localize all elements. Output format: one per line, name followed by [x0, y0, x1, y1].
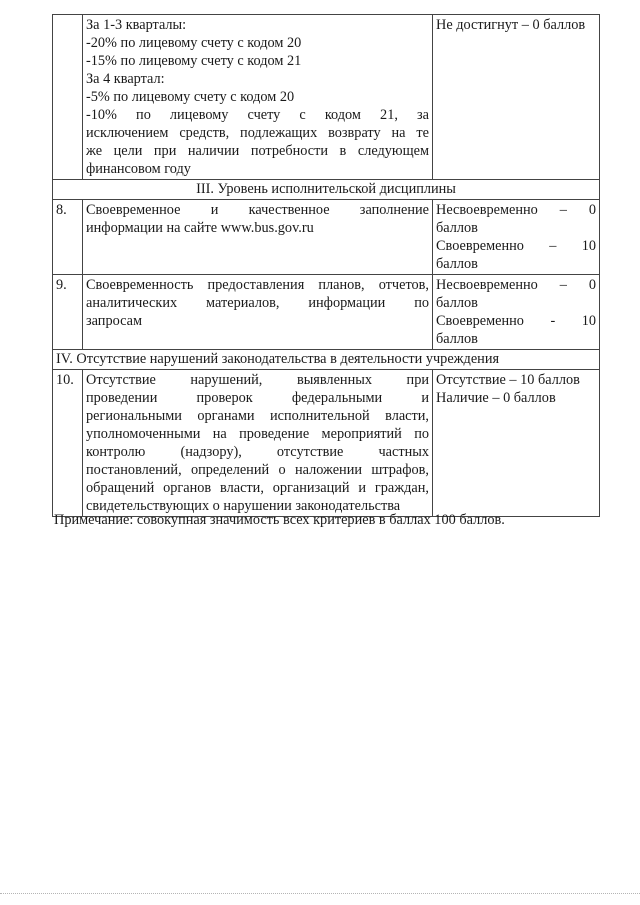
row-number: 8. — [53, 200, 83, 275]
score-cell — [433, 370, 600, 517]
criterion-line: региональными органами исполнительной власти, — [86, 408, 429, 424]
criterion-line: запросам — [86, 313, 143, 329]
criteria-table — [52, 14, 600, 517]
criterion-line: Своевременное и качественное заполнение — [86, 202, 429, 218]
criterion-line: финансовом году — [86, 161, 191, 177]
criterion-line: свидетельствующих о нарушении законодательства — [86, 498, 401, 514]
page-bottom-divider — [0, 893, 640, 894]
criterion-line: Отсутствие нарушений, выявленных при — [86, 372, 429, 388]
criterion-line: же цели при наличии потребности в следующем — [86, 143, 429, 159]
table-row-8 — [53, 200, 600, 275]
score-line: баллов — [436, 220, 478, 236]
table-row-10 — [53, 370, 600, 517]
criterion-line: постановлений, определений о наложении штрафов, — [86, 462, 429, 478]
score-line: баллов — [436, 295, 478, 311]
table-row-continued — [53, 15, 600, 180]
criterion-line: -15% по лицевому счету с кодом 21 — [86, 53, 302, 69]
score-line: Несвоевременно – 0 — [436, 202, 596, 218]
row-number: 10. — [53, 370, 83, 517]
section-title: III. Уровень исполнительской дисциплины — [53, 180, 600, 200]
criterion-line: -5% по лицевому счету с кодом 20 — [86, 89, 295, 105]
score-cell — [433, 15, 600, 180]
criterion-line: проведении проверок федеральными и — [86, 390, 429, 406]
footnote: Примечание: совокупная значимость всех критериев в баллах 100 баллов. — [54, 512, 505, 528]
section-header-row — [53, 180, 600, 200]
criterion-line: -20% по лицевому счету с кодом 20 — [86, 35, 302, 51]
criterion-line: исключением средств, подлежащих возврату на те — [86, 125, 429, 141]
score-cell — [433, 275, 600, 350]
criterion-line: За 4 квартал: — [86, 71, 165, 87]
criterion-cell — [83, 200, 433, 275]
score-line: Отсутствие – 10 баллов — [436, 372, 580, 388]
criterion-line: информации на сайте www.bus.gov.ru — [86, 220, 314, 236]
section-title: IV. Отсутствие нарушений законодательства в деятельности учреждения — [53, 350, 600, 370]
score-line: Несвоевременно – 0 — [436, 277, 596, 293]
score-line: Своевременно - 10 — [436, 313, 596, 329]
criterion-cell — [83, 370, 433, 517]
score-cell — [433, 200, 600, 275]
criterion-line: обращений органов власти, организаций и граждан, — [86, 480, 429, 496]
criterion-cell — [83, 15, 433, 180]
criterion-line: контролю (надзору), отсутствие частных — [86, 444, 429, 460]
row-number-cell — [53, 15, 83, 180]
criterion-line: уполномоченными на проведение мероприятий по — [86, 426, 429, 442]
score-line: Своевременно – 10 — [436, 238, 596, 254]
score-line: баллов — [436, 256, 478, 272]
row-number: 9. — [53, 275, 83, 350]
criterion-line: Своевременность предоставления планов, отчетов, — [86, 277, 429, 293]
section-header-row — [53, 350, 600, 370]
score-text: Не достигнут – 0 баллов — [436, 17, 586, 33]
criterion-cell — [83, 275, 433, 350]
table-row-9 — [53, 275, 600, 350]
score-line: баллов — [436, 331, 478, 347]
score-line: Наличие – 0 баллов — [436, 390, 556, 406]
criterion-line: За 1-3 кварталы: — [86, 17, 187, 33]
criterion-line: аналитических материалов, информации по — [86, 295, 429, 311]
criterion-line: -10% по лицевому счету с кодом 21, за — [86, 107, 429, 123]
